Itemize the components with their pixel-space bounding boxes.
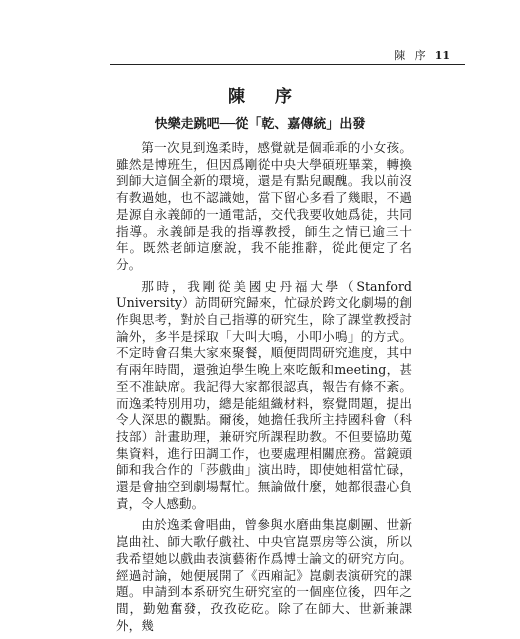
paragraph-1: 第一次見到逸柔時，感覺就是個乖乖的小女孩。雖然是博班生，但因爲剛從中央大學碩班畢業，轉換到師大這個全新的環境，還是有點兒靦醜。我以前沒有教過她，也不認識她，當下留心多看了幾眼，不過是源自永義師的一通電話，交代我要收她爲徒，共同指導。永義師是我的指導教授，師生之情已逾三十年。既然老師這麼說，我不能推辭，從此便定了名分。 <box>116 140 412 272</box>
paragraph-3: 由於逸柔會唱曲，曾參與水磨曲集崑劇團、世新崑曲社、師大歌仔戲社、中央官崑票房等公演，所以我希望她以戲曲表演藝術作爲博士論文的研究方向。經過討論，她便展開了《西廂記》崑劇表演研究的課題。申請到本系研究生研究室的一個座位後，四年之間，勤勉奮發，孜孜矻矻。除了在師大、世新兼課外，幾 <box>116 517 412 633</box>
page-title: 陳 序 <box>228 87 304 107</box>
paragraph-2: 那時，我剛從美國史丹福大學（Stanford University）訪問研究歸來，忙碌於跨文化劇場的創作與思考，對於自己指導的研究生，除了課堂教授討論外，多半是採取「大叫大鳴，小叩小鳴」的方式。不定時會召集大家來聚餐，順便問問研究進度，其中有兩年時間，還強迫學生晚上來吃飯和meeting，甚至不准缺席。我記得大家都很認真，報告有條不紊。而逸柔特別用功，總是能組織材料，察覺問題，提出令人深思的觀點。爾後，她擔任我所主持國科會（科技部）計畫助理，兼研究所課程助教。不但要協助蒐集資料，進行田調工作，也要處理相關庶務。當鏡頭師和我合作的「莎戲曲」演出時，即使她相當忙碌，還是會抽空到劇場幫忙。無論做什麼，她都很盡心負責，令人感動。 <box>116 278 412 511</box>
page-number: 11 <box>434 49 450 62</box>
header-rule <box>110 64 465 65</box>
running-title: 陳 序 <box>394 49 429 62</box>
page-subtitle: 快樂走跳吧──從「乾、嘉傳統」出發 <box>154 117 366 132</box>
body-text <box>116 140 412 639</box>
running-head <box>394 47 450 63</box>
